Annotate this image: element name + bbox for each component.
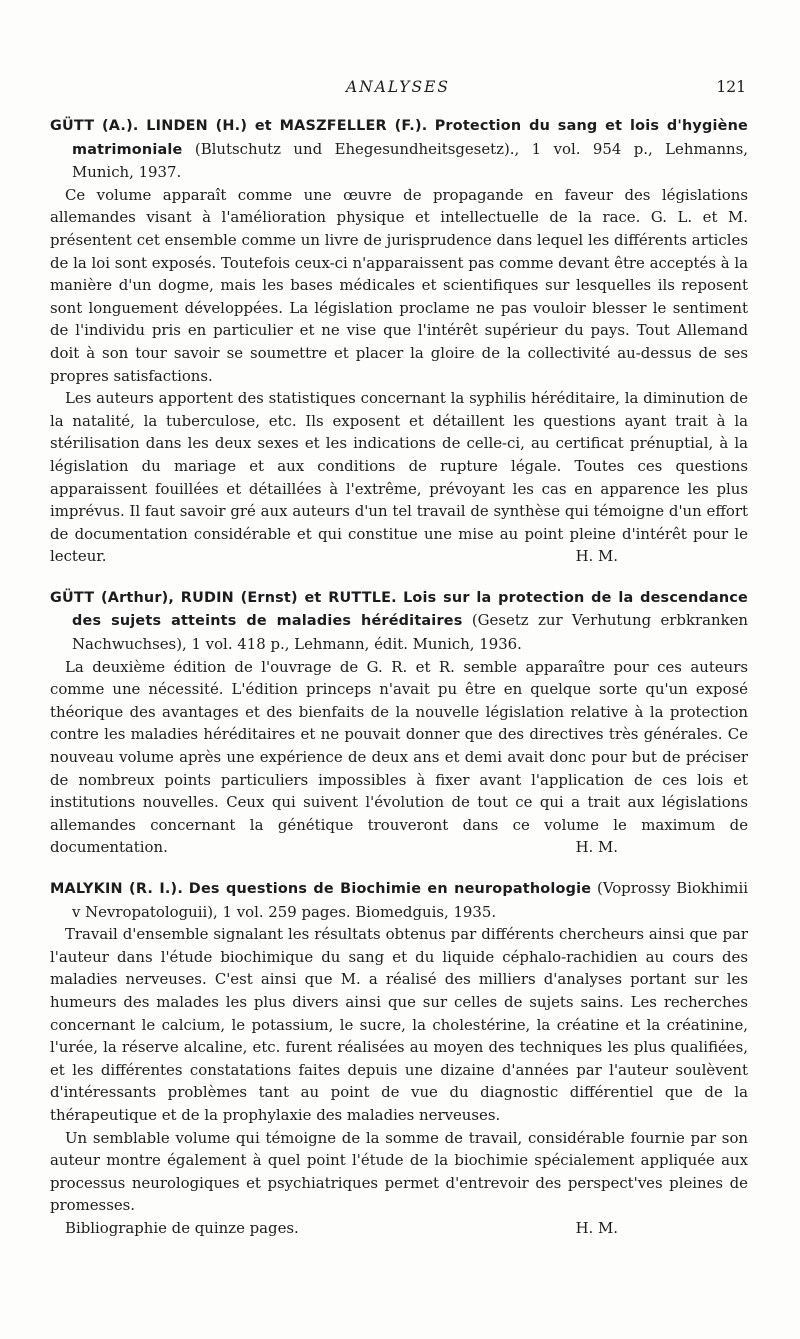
- review-entry: [50, 114, 748, 568]
- review-paragraph: Ce volume apparaît comme une œuvre de propagande en faveur des législations allemandes visant à l'amélioration physique et intellectuelle de la race. G. L. et M. présentent cet ensemble comme un livre de jurisprudence dans lequel les différents articles de la loi sont exposés. Toutefois ceux-ci n'apparaissent pas comme devant être acceptés à la manière d'un dogme, mais les bases médicales et scientifiques sur lesquelles ils reposent sont longuement développées. La législation proclame ne pas vouloir blesser le sentiment de l'individu pris en particulier et ne vise que l'intérêt supérieur du pays. Tout Allemand doit à son tour savoir se soumettre et placer la gloire de la collectivité au-dessus de ses propres satisfactions.: [50, 185, 748, 385]
- page-number: 121: [716, 78, 746, 96]
- review-title: Des questions de Biochimie en neuropathologie: [188, 881, 592, 897]
- review-paragraph-text: Les auteurs apportent des statistiques concernant la syphilis héréditaire, la diminution de la natalité, la tuberculose, etc. Ils exposent et détaillent les questions ayant trait à la stérilisation dans les deux sexes et les indications de celle-ci, au certificat prénuptial, à la législation du mariage et aux conditions de rupture légale. Toutes ces questions apparaissent fouillées et détaillées à l'extrême, prévoyant les cas en apparence les plus imprévus. Il faut savoir gré aux auteurs d'un tel travail de synthèse qui témoigne d'un effort de documentation considérable et qui constitue une mise au point pleine d'intérêt pour le lecteur.: [50, 389, 748, 566]
- review-paragraph-text: La deuxième édition de l'ouvrage de G. R. et R. semble apparaître pour ces auteurs comme une nécessité. L'édition princeps n'avait pu être en quelque sorte qu'un exposé théorique des avantages et des bienfaits de la nouvelle législation relative à la protection contre les maladies héréditaires et ne pouvait donner que des directives très générales. Ce nouveau volume après une expérience de deux ans et demi avait donc pour but de préciser de nombreux points particuliers impossibles à fixer avant l'application de ces lois et institutions nouvelles. Ceux qui suivent l'évolution de tout ce qui a trait aux législations allemandes concernant la génétique trouveront dans ce volume le maximum de documentation.: [50, 657, 748, 857]
- review-authors: MALYKIN (R. I.).: [50, 881, 183, 897]
- review-heading: [50, 877, 748, 923]
- review-details: (Voprossy Biokhimii v Nevropatologuii), 1 vol. 259 pages. Biomedguis, 1935.: [72, 879, 748, 921]
- review-authors: GÜTT (A.). LINDEN (H.) et MASZFELLER (F.).: [50, 118, 428, 134]
- running-title: ANALYSES: [345, 78, 451, 96]
- review-paragraph-text: Bibliographie de quinze pages.: [65, 1218, 299, 1237]
- review-entry: [50, 877, 748, 1240]
- review-signature: H. M.: [575, 1218, 618, 1237]
- review-signature: H. M.: [575, 838, 618, 857]
- review-paragraph: [50, 387, 748, 568]
- review-details: (Blutschutz und Ehegesundheitsgesetz)., 1 vol. 954 p., Lehmanns, Munich, 1937.: [72, 139, 749, 182]
- review-heading: [50, 586, 748, 656]
- page-content: [50, 114, 748, 1258]
- review-title: Protection du sang et lois d'hygiène matrimoniale: [72, 118, 748, 158]
- running-header: [50, 78, 746, 102]
- review-paragraph: [50, 656, 748, 859]
- review-paragraph: Travail d'ensemble signalant les résultats obtenus par différents chercheurs ainsi que par l'auteur dans l'étude biochimique du sang et du liquide céphalo-rachidien au cours des maladies nerveuses. C'est ainsi que M. a réalisé des milliers d'analyses portant sur les humeurs des malades les plus divers ainsi que sur celles de sujets sains. Les recherches concernant le calcium, le potassium, le sucre, la cholestérine, la créatine et la créatinine, l'urée, la réserve alcaline, etc. furent réalisées au moyen des techniques les plus qualifiées, et les différentes constatations faites depuis une dizaine d'années par l'auteur soulèvent d'intéressants problèmes tant au point de vue du diagnostic différentiel que de la thérapeutique et de la prophylaxie des maladies nerveuses.: [50, 925, 748, 1124]
- review-entry: [50, 586, 748, 859]
- review-paragraph: [50, 1217, 748, 1240]
- review-authors: GÜTT (Arthur), RUDIN (Ernst) et RUTTLE.: [50, 589, 397, 606]
- review-details: (Gesetz zur Verhutung erbkranken Nachwuchses), 1 vol. 418 p., Lehmann, édit. Munich, 1936.: [72, 611, 748, 654]
- review-signature: H. M.: [575, 547, 618, 566]
- review-paragraph: Un semblable volume qui témoigne de la somme de travail, considérable fournie par son auteur montre également à quel point l'étude de la biochimie spécialement appliquée aux processus neurologiques et psychiatriques permet d'entrevoir des perspect'ves pleines de promesses.: [50, 1128, 748, 1215]
- review-title: Lois sur la protection de la descendance des sujets atteints de maladies héréditaires: [72, 589, 749, 630]
- review-heading: [50, 114, 748, 184]
